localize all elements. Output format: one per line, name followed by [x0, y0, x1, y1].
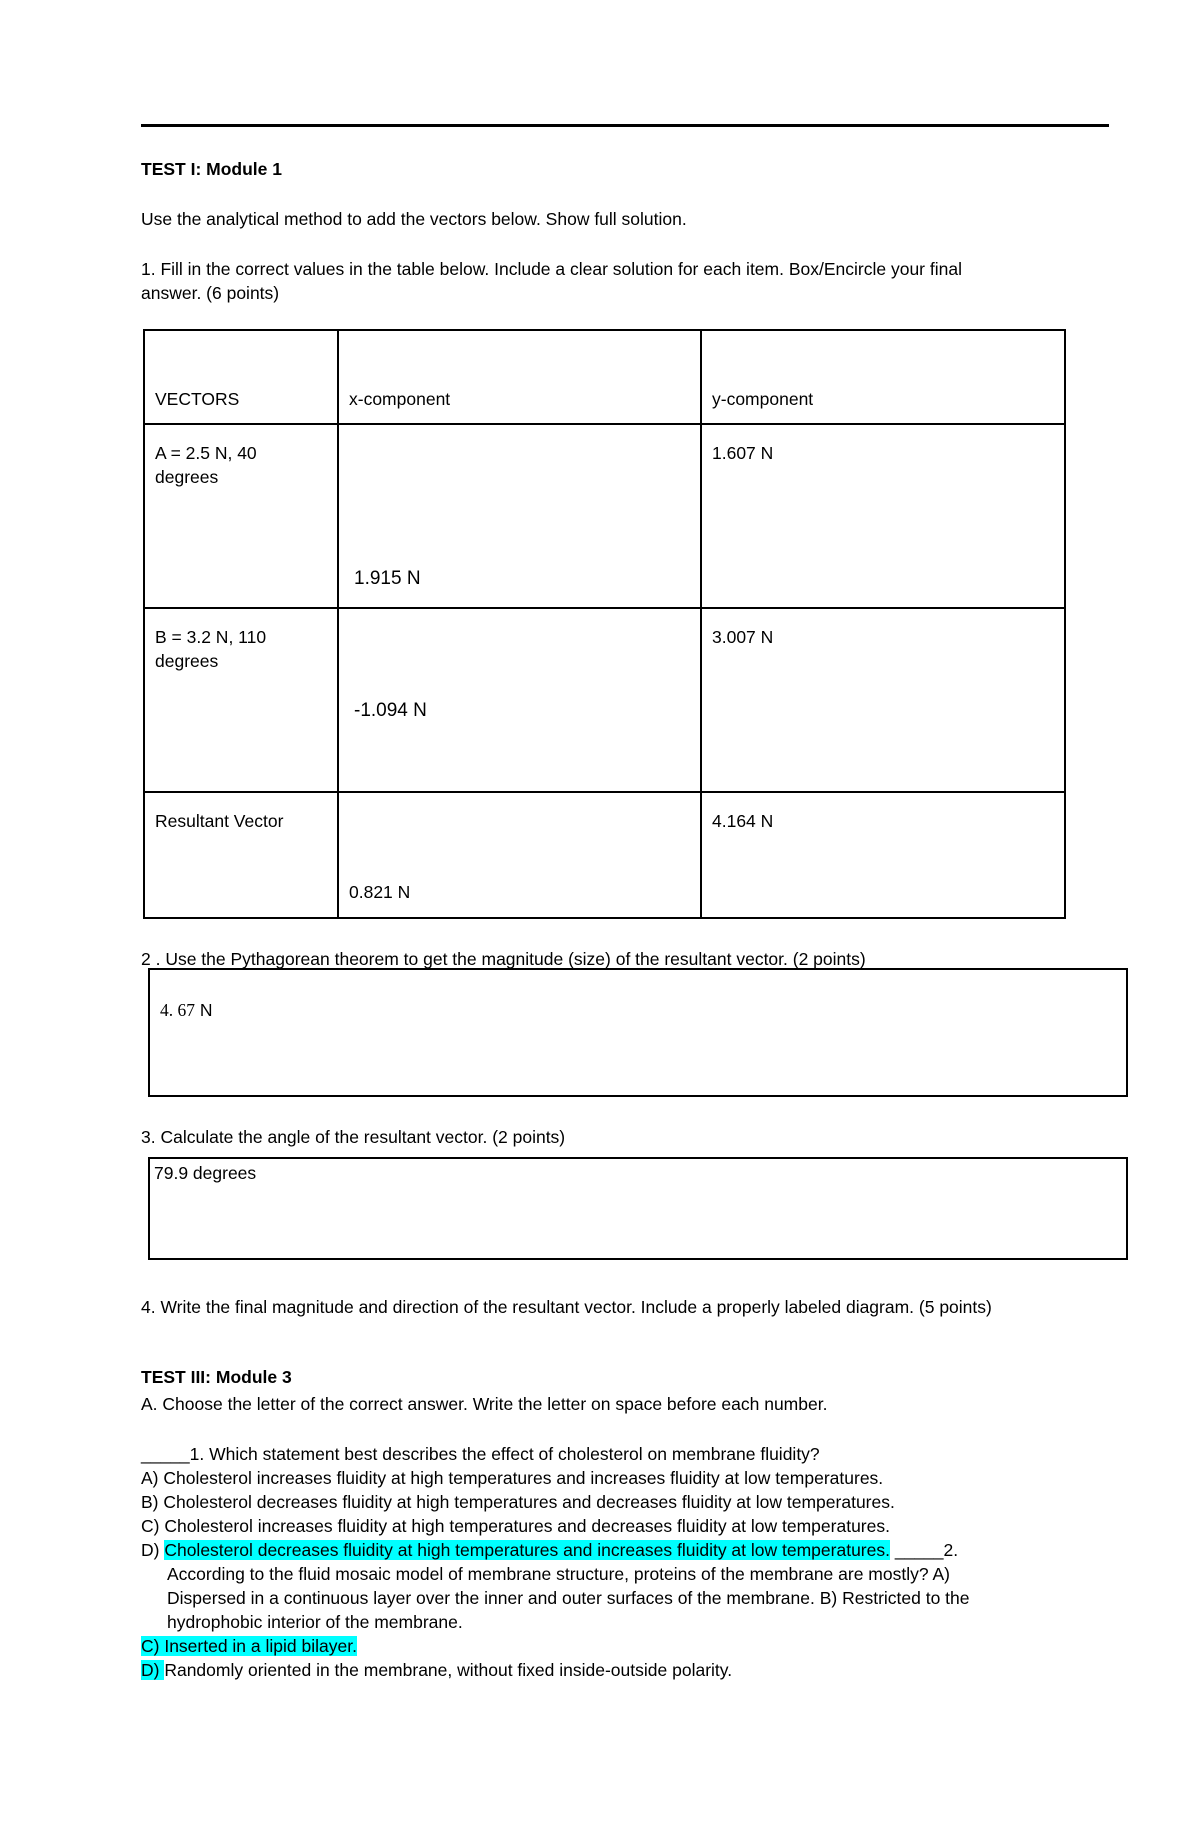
- mc-q2-stem-line4: hydrophobic interior of the membrane.: [167, 1612, 463, 1632]
- q1-text-line2: answer. (6 points): [141, 283, 280, 303]
- mc-q2-stem-start: _____2.: [889, 1540, 959, 1560]
- table-row: [144, 424, 1065, 608]
- table-row: [144, 608, 1065, 792]
- q2-answer-number: 4. 67: [160, 1000, 195, 1020]
- mc-q2-option-d: [141, 1658, 732, 1682]
- test3-heading: TEST III: Module 3: [141, 1367, 292, 1387]
- mc-q1-option-b: B) Cholesterol decreases fluidity at high temperatures and decreases fluidity at low temperatures.: [141, 1492, 895, 1512]
- q3-answer: 79.9 degrees: [154, 1163, 257, 1183]
- y-component-cell: 4.164 N: [701, 792, 1065, 918]
- vector-cell: Resultant Vector: [144, 792, 338, 918]
- mc-q1-stem: _____1. Which statement best describes the effect of cholesterol on membrane fluidity?: [141, 1444, 820, 1464]
- q3-text: 3. Calculate the angle of the resultant vector. (2 points): [141, 1127, 566, 1147]
- x-component-cell: 1.915 N: [338, 424, 701, 608]
- q3-answer-box: [148, 1157, 1128, 1260]
- y-component-cell: 1.607 N: [701, 424, 1065, 608]
- q2-answer-unit: N: [195, 1000, 213, 1020]
- vector-table: [143, 329, 1066, 919]
- mc-q1-option-c: C) Cholesterol increases fluidity at high temperatures and decreases fluidity at low temperatures.: [141, 1516, 890, 1536]
- y-component-cell: 3.007 N: [701, 608, 1065, 792]
- table-row: [144, 792, 1065, 918]
- option-d-text: Randomly oriented in the membrane, without fixed inside-outside polarity.: [164, 1660, 733, 1680]
- header-cell-x: x-component: [338, 330, 701, 424]
- option-d-prefix: D): [141, 1540, 165, 1560]
- test1-heading: TEST I: Module 1: [141, 159, 282, 179]
- header-cell-y: y-component: [701, 330, 1065, 424]
- q2-answer-box: [148, 968, 1128, 1097]
- mc-q2-option-c: [141, 1634, 357, 1658]
- highlighted-prefix: D): [141, 1660, 165, 1680]
- x-component-cell: 0.821 N: [338, 792, 701, 918]
- highlighted-answer: C) Inserted in a lipid bilayer.: [141, 1636, 357, 1656]
- q2-text: 2 . Use the Pythagorean theorem to get the magnitude (size) of the resultant vector. (2 points): [141, 949, 866, 969]
- highlighted-answer: Cholesterol decreases fluidity at high temperatures and increases fluidity at low temperatures.: [164, 1540, 890, 1560]
- vector-cell: B = 3.2 N, 110 degrees: [144, 608, 338, 792]
- mc-q1-option-a: A) Cholesterol increases fluidity at high temperatures and increases fluidity at low temperatures.: [141, 1468, 884, 1488]
- test3-instruction: A. Choose the letter of the correct answer. Write the letter on space before each number.: [141, 1394, 828, 1414]
- mc-q2-stem-line3: Dispersed in a continuous layer over the inner and outer surfaces of the membrane. B) Restricted to the: [167, 1588, 970, 1608]
- table-header-row: [144, 330, 1065, 424]
- q2-answer: [160, 998, 213, 1022]
- q1-text-line1: 1. Fill in the correct values in the table below. Include a clear solution for each item. Box/Encircle your final: [141, 259, 962, 279]
- x-component-cell: -1.094 N: [338, 608, 701, 792]
- test1-instruction: Use the analytical method to add the vectors below. Show full solution.: [141, 209, 687, 229]
- header-cell-vectors: VECTORS: [144, 330, 338, 424]
- q4-text: 4. Write the final magnitude and direction of the resultant vector. Include a properly labeled diagram. (5 points): [141, 1297, 992, 1317]
- vector-cell: A = 2.5 N, 40 degrees: [144, 424, 338, 608]
- mc-q2-stem-line2: According to the fluid mosaic model of membrane structure, proteins of the membrane are mostly? A): [167, 1564, 950, 1584]
- mc-q1-option-d: [141, 1538, 958, 1562]
- top-rule: [141, 124, 1109, 127]
